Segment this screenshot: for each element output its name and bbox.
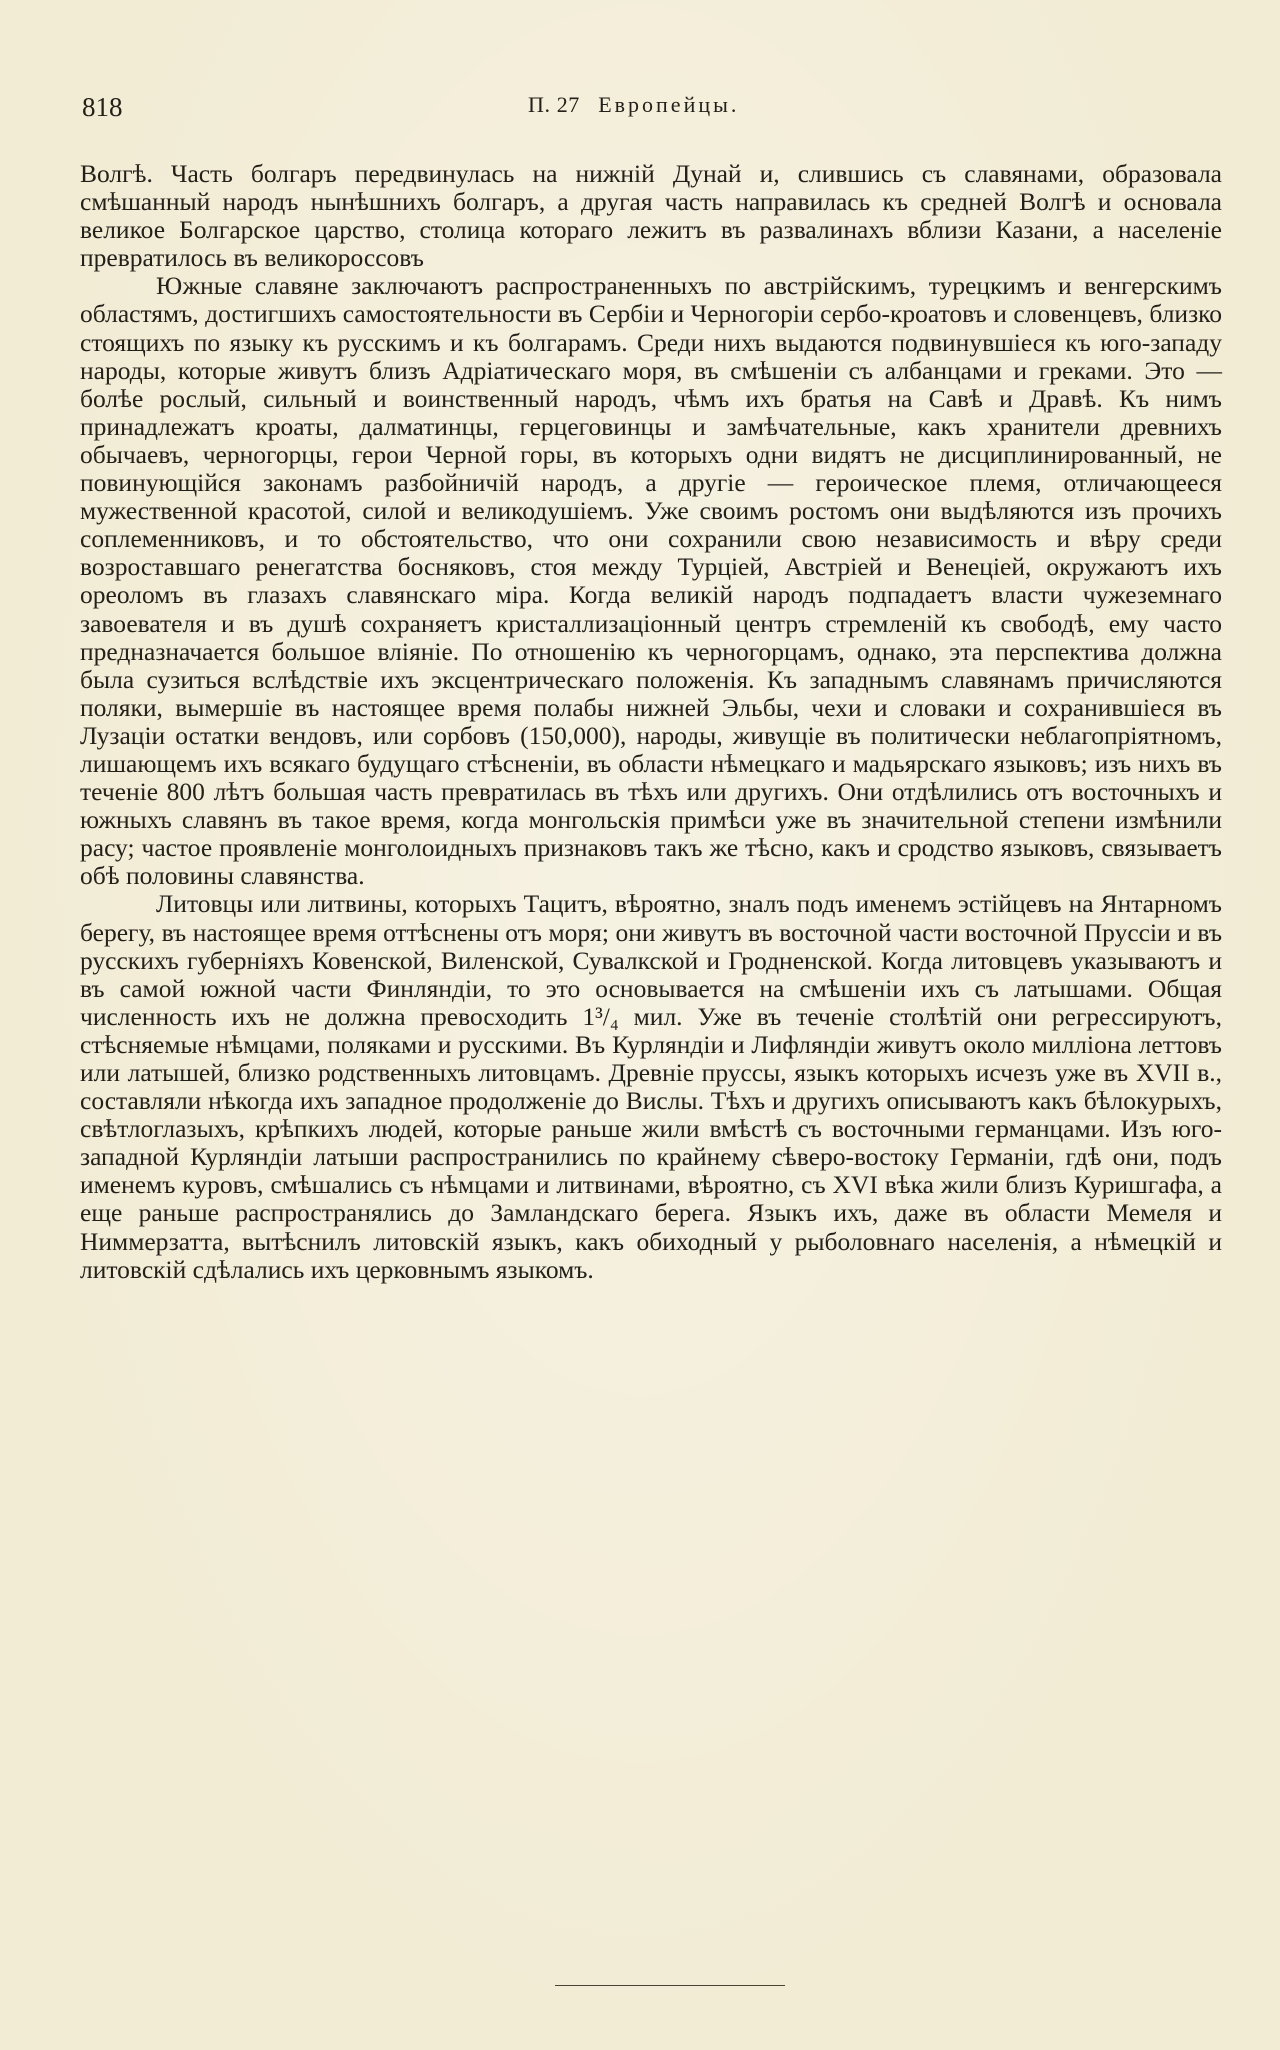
paragraph-continuation: Волгѣ. Часть болгаръ передвинулась на нижній Дунай и, слившись съ славянами, образовала смѣшанный народъ нынѣшнихъ болгаръ, а другая часть направилась къ средней Волгѣ и основала великое Болгарское царство, столица котораго лежитъ въ развалинахъ вблизи Казани, а населеніе превратилось въ великороссовъ (80, 159, 1222, 273)
paragraph-southern-slavs: Южные славяне заключаютъ распространенныхъ по австрійскимъ, турецкимъ и венгерскимъ областямъ, достигшихъ самостоятельности въ Сербіи и Черногоріи сербо-кроатовъ и словенцевъ, близко стоящихъ по языку къ русскимъ и къ болгарамъ. Среди нихъ выдаются подвинувшіеся къ юго-западу народы, которые живутъ близъ Адріатическаго моря, въ смѣшеніи съ албанцами и греками. Это — болѣе рослый, сильный и воинственный народъ, чѣмъ ихъ братья на Савѣ и Дравѣ. Къ нимъ принадлежатъ кроаты, далматинцы, герцеговинцы и замѣчательные, какъ хранители древнихъ обычаевъ, черногорцы, герои Черной горы, въ которыхъ одни видятъ не дисциплинированный, не повинующійся законамъ разбойничій народъ, а другіе — героическое племя, отличающееся мужественной красотой, силой и великодушіемъ. Уже своимъ ростомъ они выдѣляются изъ прочихъ соплеменниковъ, и то обстоятельство, что они сохранили свою независимость и вѣру среди возроставшаго ренегатства босняковъ, стоя между Турціей, Австріей и Венеціей, окружаютъ ихъ ореоломъ въ глазахъ славянскаго міра. Когда великій народъ подпадаетъ власти чужеземнаго завоевателя и въ душѣ сохраняетъ кристаллизаціонный центръ стремленій къ свободѣ, ему часто предназначается большое вліяніе. По отношенію къ черногорцамъ, однако, эта перспектива должна была сузиться вслѣдствіе ихъ эксцентрическаго положенія. Къ западнымъ славянамъ причисляются поляки, вымершіе въ настоящее время полабы нижней Эльбы, чехи и словаки и сохранившіеся въ Лузаціи остатки вендовъ, или сорбовъ (150,000), народы, живущіе въ политически неблагопріятномъ, лишающемъ ихъ всякаго будущаго стѣсненіи, въ области нѣмецкаго и мадьярскаго языковъ; изъ нихъ въ теченіе 800 лѣтъ большая часть превратилась въ тѣхъ или другихъ. Они отдѣлились отъ восточныхъ и южныхъ славянъ въ такое время, когда монгольскія примѣси уже въ значительной степени измѣнили расу; частое проявленіе монголоидныхъ признаковъ такъ же тѣсно, какъ и сродство языковъ, связываетъ обѣ половины славянства. (80, 271, 1222, 891)
chapter-number: П. 27 (528, 92, 580, 117)
end-rule (555, 1985, 785, 1986)
chapter-title: Европейцы. (598, 92, 740, 117)
paragraph-lithuanians: Литовцы или литвины, которыхъ Тацитъ, вѣроятно, зналъ подъ именемъ эстійцевъ на Янтарномъ берегу, въ настоящее время оттѣснены отъ моря; они живутъ въ восточной части восточной Пруссіи и въ русскихъ губерніяхъ Ковенской, Виленской, Сувалкской и Гродненской. Когда литовцевъ указываютъ и въ самой южной части Финляндіи, то это основывается на смѣшеніи ихъ съ латышами. Общая численность ихъ не должна превосходить 1³/₄ мил. Уже въ теченіе столѣтій они регрессируютъ, стѣсняемые нѣмцами, поляками и русскими. Въ Курляндіи и Лифляндіи живутъ около милліона леттовъ или латышей, близко родственныхъ литовцамъ. Древніе пруссы, языкъ которыхъ исчезъ уже въ XVII в., составляли нѣкогда ихъ западное продолженіе до Вислы. Тѣхъ и другихъ описываютъ какъ бѣлокурыхъ, свѣтлоглазыхъ, крѣпкихъ людей, которые раньше жили вмѣстѣ съ восточными германцами. Изъ юго-западной Курляндіи латыши распространились по крайнему сѣверо-востоку Германіи, гдѣ они, подъ именемъ куровъ, смѣшались съ нѣмцами и литвинами, вѣроятно, съ XVI вѣка жили близъ Куришгафа, а еще раньше распространялись до Замландскаго берега. Языкъ ихъ, даже въ области Мемеля и Ниммерзатта, вытѣснилъ литовскій языкъ, какъ обиходный у рыболовнаго населенія, а нѣмецкій и литовскій сдѣлались ихъ церковнымъ языкомъ. (80, 889, 1222, 1284)
running-head (80, 92, 1222, 130)
page-number: 818 (82, 92, 123, 122)
body-text (80, 160, 1222, 1284)
section-title (528, 92, 739, 118)
